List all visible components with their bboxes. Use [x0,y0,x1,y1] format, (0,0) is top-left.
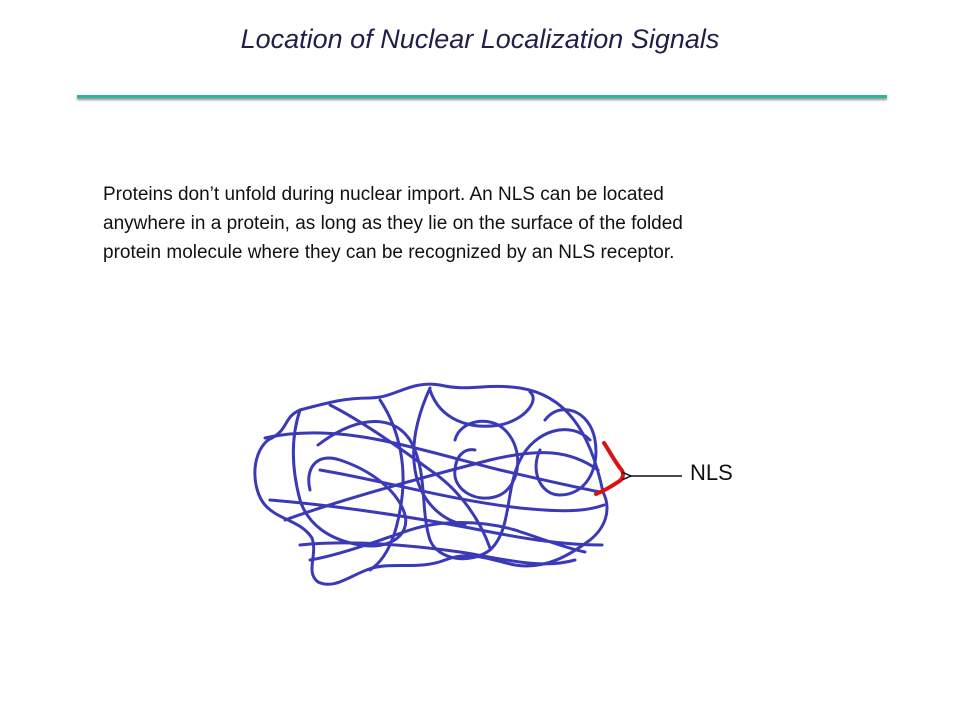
body-line-2: anywhere in a protein, as long as they lie on the surface of the folded [103,213,683,234]
chain-strands [270,388,604,570]
body-line-3: protein molecule where they can be recognized by an NLS receptor. [103,242,675,263]
nls-segment [596,443,623,494]
body-line-1: Proteins don’t unfold during nuclear import. An NLS can be located [103,184,664,205]
protein-chain [255,384,607,584]
slide-title: Location of Nuclear Localization Signals [240,24,720,54]
nls-label: NLS [690,460,733,485]
